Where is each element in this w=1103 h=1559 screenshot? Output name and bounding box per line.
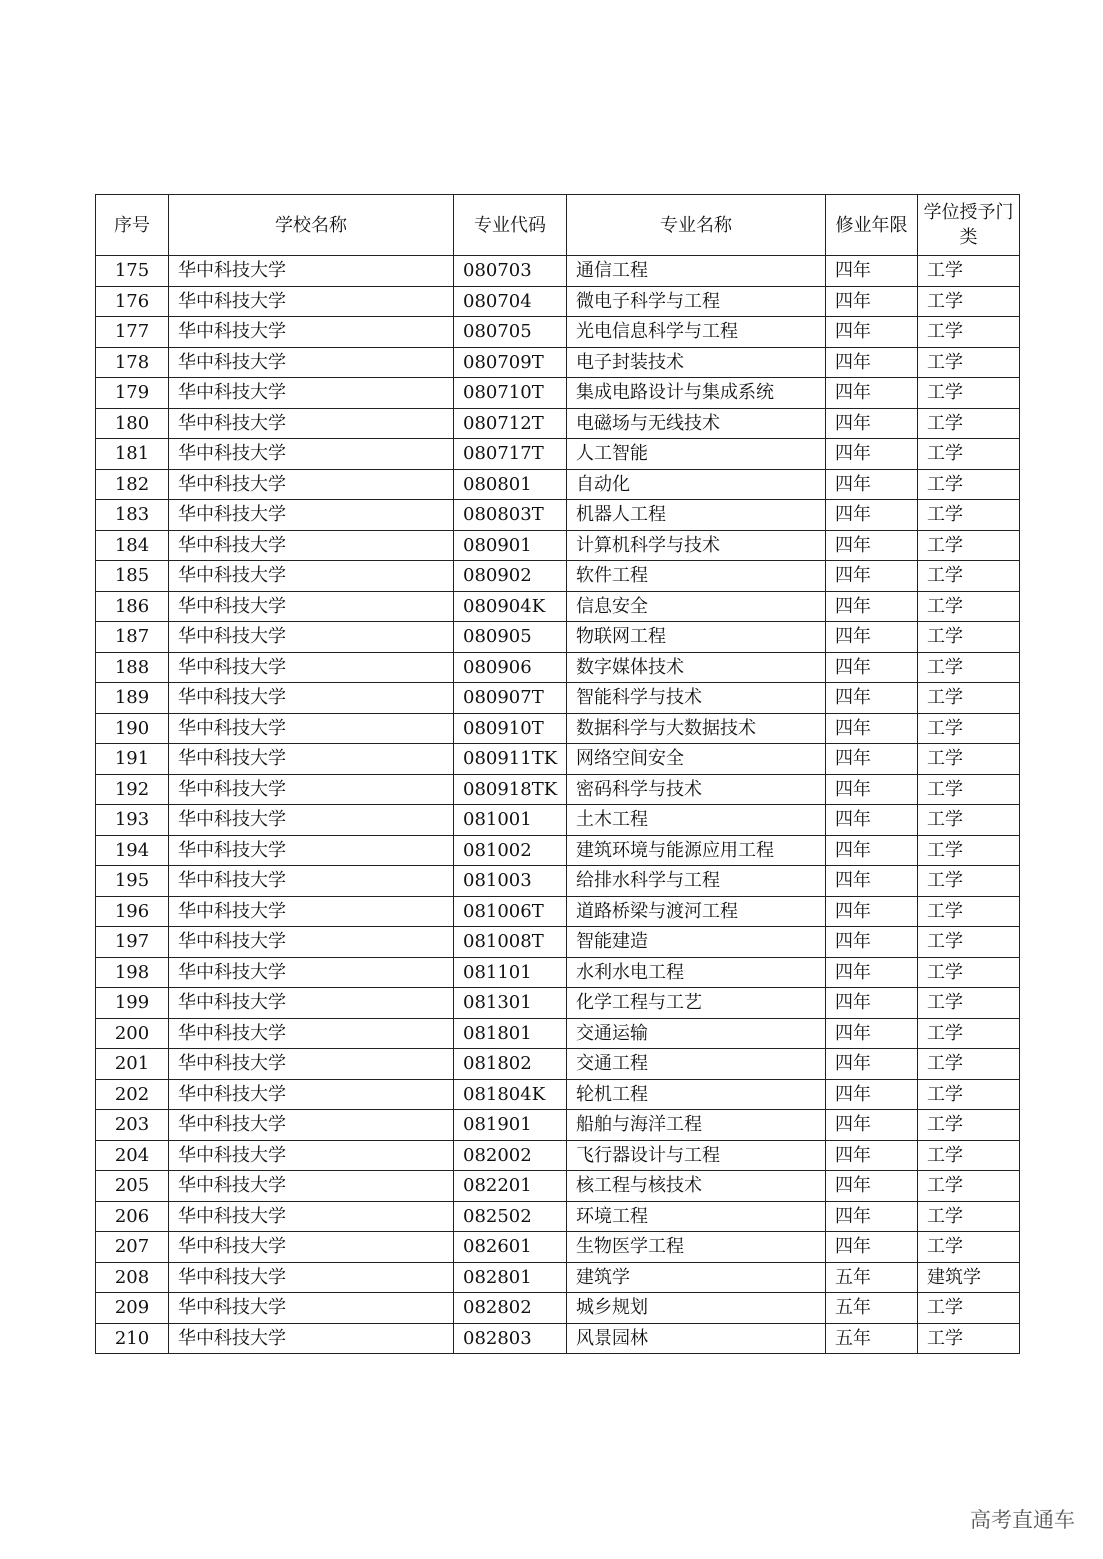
cell-code: 081802 [454,1049,567,1080]
cell-code: 082002 [454,1140,567,1171]
cell-code: 081801 [454,1018,567,1049]
cell-seq: 196 [96,896,169,927]
table-row [96,1049,1020,1080]
cell-seq: 177 [96,317,169,348]
header-major: 专业名称 [567,195,826,256]
table-row [96,622,1020,653]
cell-major: 建筑环境与能源应用工程 [567,835,826,866]
cell-code: 080703 [454,256,567,287]
cell-code: 081101 [454,957,567,988]
cell-school: 华中科技大学 [169,1018,454,1049]
cell-code: 080904K [454,591,567,622]
table-row [96,530,1020,561]
cell-school: 华中科技大学 [169,683,454,714]
cell-duration: 四年 [826,561,918,592]
cell-duration: 四年 [826,347,918,378]
cell-major: 网络空间安全 [567,744,826,775]
cell-code: 080905 [454,622,567,653]
cell-school: 华中科技大学 [169,530,454,561]
cell-major: 飞行器设计与工程 [567,1140,826,1171]
cell-seq: 202 [96,1079,169,1110]
cell-degree: 工学 [918,1079,1020,1110]
table-row [96,561,1020,592]
cell-major: 数据科学与大数据技术 [567,713,826,744]
cell-seq: 206 [96,1201,169,1232]
table-row [96,744,1020,775]
cell-seq: 209 [96,1293,169,1324]
cell-duration: 四年 [826,835,918,866]
table-row [96,1140,1020,1171]
table-row [96,927,1020,958]
cell-duration: 四年 [826,866,918,897]
cell-code: 080911TK [454,744,567,775]
cell-seq: 201 [96,1049,169,1080]
cell-school: 华中科技大学 [169,957,454,988]
cell-duration: 四年 [826,591,918,622]
cell-seq: 184 [96,530,169,561]
cell-code: 080910T [454,713,567,744]
cell-school: 华中科技大学 [169,1201,454,1232]
cell-seq: 200 [96,1018,169,1049]
cell-seq: 176 [96,286,169,317]
cell-degree: 工学 [918,652,1020,683]
cell-school: 华中科技大学 [169,1293,454,1324]
cell-major: 土木工程 [567,805,826,836]
cell-code: 081003 [454,866,567,897]
cell-duration: 四年 [826,774,918,805]
cell-degree: 工学 [918,1232,1020,1263]
cell-degree: 工学 [918,774,1020,805]
cell-school: 华中科技大学 [169,1232,454,1263]
cell-seq: 191 [96,744,169,775]
cell-school: 华中科技大学 [169,1262,454,1293]
cell-code: 080712T [454,408,567,439]
cell-major: 智能建造 [567,927,826,958]
cell-school: 华中科技大学 [169,835,454,866]
cell-code: 082601 [454,1232,567,1263]
cell-degree: 建筑学 [918,1262,1020,1293]
cell-duration: 四年 [826,957,918,988]
cell-school: 华中科技大学 [169,805,454,836]
cell-code: 080918TK [454,774,567,805]
cell-degree: 工学 [918,1049,1020,1080]
cell-seq: 181 [96,439,169,470]
cell-major: 道路桥梁与渡河工程 [567,896,826,927]
cell-school: 华中科技大学 [169,591,454,622]
cell-school: 华中科技大学 [169,1079,454,1110]
table-row [96,1232,1020,1263]
table-row [96,408,1020,439]
cell-degree: 工学 [918,530,1020,561]
majors-table [95,194,1020,1354]
table-row [96,1018,1020,1049]
cell-school: 华中科技大学 [169,1140,454,1171]
cell-major: 轮机工程 [567,1079,826,1110]
cell-code: 082801 [454,1262,567,1293]
cell-seq: 187 [96,622,169,653]
cell-duration: 四年 [826,1049,918,1080]
cell-duration: 四年 [826,256,918,287]
cell-school: 华中科技大学 [169,408,454,439]
cell-school: 华中科技大学 [169,927,454,958]
table-row [96,957,1020,988]
cell-degree: 工学 [918,286,1020,317]
cell-code: 080901 [454,530,567,561]
cell-degree: 工学 [918,408,1020,439]
cell-school: 华中科技大学 [169,561,454,592]
cell-degree: 工学 [918,1018,1020,1049]
cell-duration: 五年 [826,1262,918,1293]
header-duration: 修业年限 [826,195,918,256]
cell-major: 船舶与海洋工程 [567,1110,826,1141]
cell-school: 华中科技大学 [169,652,454,683]
cell-major: 数字媒体技术 [567,652,826,683]
header-seq: 序号 [96,195,169,256]
cell-degree: 工学 [918,835,1020,866]
cell-major: 自动化 [567,469,826,500]
cell-code: 081008T [454,927,567,958]
cell-code: 081804K [454,1079,567,1110]
cell-degree: 工学 [918,1201,1020,1232]
cell-major: 化学工程与工艺 [567,988,826,1019]
cell-school: 华中科技大学 [169,469,454,500]
cell-degree: 工学 [918,1323,1020,1354]
cell-seq: 203 [96,1110,169,1141]
cell-seq: 175 [96,256,169,287]
cell-duration: 四年 [826,1201,918,1232]
table-row [96,500,1020,531]
cell-seq: 205 [96,1171,169,1202]
cell-degree: 工学 [918,561,1020,592]
cell-code: 081301 [454,988,567,1019]
cell-degree: 工学 [918,805,1020,836]
table-row [96,1262,1020,1293]
table-row [96,1171,1020,1202]
cell-duration: 四年 [826,378,918,409]
table-row [96,713,1020,744]
cell-major: 交通运输 [567,1018,826,1049]
cell-duration: 四年 [826,408,918,439]
cell-degree: 工学 [918,927,1020,958]
cell-school: 华中科技大学 [169,439,454,470]
cell-duration: 四年 [826,896,918,927]
cell-school: 华中科技大学 [169,744,454,775]
table-row [96,896,1020,927]
cell-seq: 204 [96,1140,169,1171]
cell-duration: 四年 [826,439,918,470]
cell-seq: 194 [96,835,169,866]
cell-degree: 工学 [918,1110,1020,1141]
cell-school: 华中科技大学 [169,1171,454,1202]
cell-code: 080801 [454,469,567,500]
cell-degree: 工学 [918,988,1020,1019]
header-code: 专业代码 [454,195,567,256]
cell-major: 生物医学工程 [567,1232,826,1263]
cell-major: 计算机科学与技术 [567,530,826,561]
cell-seq: 185 [96,561,169,592]
cell-major: 机器人工程 [567,500,826,531]
cell-duration: 五年 [826,1323,918,1354]
cell-school: 华中科技大学 [169,1110,454,1141]
cell-major: 核工程与核技术 [567,1171,826,1202]
cell-duration: 四年 [826,1018,918,1049]
cell-duration: 四年 [826,927,918,958]
cell-code: 080803T [454,500,567,531]
cell-code: 080705 [454,317,567,348]
cell-degree: 工学 [918,500,1020,531]
cell-degree: 工学 [918,1140,1020,1171]
cell-seq: 190 [96,713,169,744]
cell-duration: 四年 [826,683,918,714]
cell-code: 080709T [454,347,567,378]
cell-degree: 工学 [918,378,1020,409]
cell-duration: 四年 [826,469,918,500]
cell-school: 华中科技大学 [169,317,454,348]
cell-duration: 四年 [826,500,918,531]
cell-major: 水利水电工程 [567,957,826,988]
table-body [96,256,1020,1354]
cell-seq: 193 [96,805,169,836]
table-row [96,469,1020,500]
cell-major: 微电子科学与工程 [567,286,826,317]
header-school: 学校名称 [169,195,454,256]
table-row [96,1110,1020,1141]
cell-school: 华中科技大学 [169,896,454,927]
cell-degree: 工学 [918,317,1020,348]
cell-code: 081002 [454,835,567,866]
table-row [96,1293,1020,1324]
cell-code: 080902 [454,561,567,592]
table-row [96,317,1020,348]
cell-degree: 工学 [918,866,1020,897]
cell-seq: 178 [96,347,169,378]
cell-code: 080704 [454,286,567,317]
cell-duration: 四年 [826,1232,918,1263]
cell-degree: 工学 [918,957,1020,988]
cell-duration: 四年 [826,1140,918,1171]
cell-code: 080907T [454,683,567,714]
cell-duration: 四年 [826,1171,918,1202]
table-row [96,774,1020,805]
cell-seq: 179 [96,378,169,409]
cell-degree: 工学 [918,256,1020,287]
cell-seq: 192 [96,774,169,805]
table-row [96,1323,1020,1354]
cell-code: 081001 [454,805,567,836]
cell-duration: 四年 [826,713,918,744]
cell-code: 081901 [454,1110,567,1141]
table-row [96,378,1020,409]
cell-school: 华中科技大学 [169,500,454,531]
table-row [96,805,1020,836]
cell-seq: 195 [96,866,169,897]
cell-code: 082502 [454,1201,567,1232]
cell-seq: 198 [96,957,169,988]
cell-major: 城乡规划 [567,1293,826,1324]
cell-school: 华中科技大学 [169,866,454,897]
table-row [96,591,1020,622]
cell-seq: 208 [96,1262,169,1293]
table-row [96,866,1020,897]
cell-degree: 工学 [918,469,1020,500]
cell-duration: 五年 [826,1293,918,1324]
table-row [96,652,1020,683]
cell-seq: 197 [96,927,169,958]
cell-duration: 四年 [826,805,918,836]
table-row [96,1201,1020,1232]
cell-duration: 四年 [826,530,918,561]
watermark: 高考直通车 [970,1508,1075,1532]
cell-school: 华中科技大学 [169,988,454,1019]
table-row [96,835,1020,866]
cell-code: 082803 [454,1323,567,1354]
cell-school: 华中科技大学 [169,774,454,805]
cell-degree: 工学 [918,439,1020,470]
cell-seq: 199 [96,988,169,1019]
cell-school: 华中科技大学 [169,622,454,653]
cell-seq: 207 [96,1232,169,1263]
cell-code: 082201 [454,1171,567,1202]
cell-seq: 183 [96,500,169,531]
cell-major: 软件工程 [567,561,826,592]
cell-major: 密码科学与技术 [567,774,826,805]
cell-duration: 四年 [826,652,918,683]
cell-duration: 四年 [826,744,918,775]
cell-major: 电磁场与无线技术 [567,408,826,439]
cell-degree: 工学 [918,744,1020,775]
cell-school: 华中科技大学 [169,1323,454,1354]
cell-major: 给排水科学与工程 [567,866,826,897]
cell-school: 华中科技大学 [169,286,454,317]
cell-seq: 210 [96,1323,169,1354]
cell-degree: 工学 [918,591,1020,622]
cell-major: 集成电路设计与集成系统 [567,378,826,409]
cell-duration: 四年 [826,1079,918,1110]
cell-major: 建筑学 [567,1262,826,1293]
cell-degree: 工学 [918,1171,1020,1202]
cell-major: 人工智能 [567,439,826,470]
cell-degree: 工学 [918,1293,1020,1324]
cell-seq: 182 [96,469,169,500]
cell-duration: 四年 [826,1110,918,1141]
cell-major: 通信工程 [567,256,826,287]
cell-code: 080717T [454,439,567,470]
header-degree: 学位授予门类 [918,195,1020,256]
table-row [96,286,1020,317]
cell-seq: 189 [96,683,169,714]
cell-duration: 四年 [826,317,918,348]
table-header [96,195,1020,256]
table-row [96,683,1020,714]
cell-school: 华中科技大学 [169,713,454,744]
table-row [96,347,1020,378]
table-row [96,988,1020,1019]
cell-seq: 180 [96,408,169,439]
cell-seq: 188 [96,652,169,683]
cell-degree: 工学 [918,622,1020,653]
cell-code: 081006T [454,896,567,927]
header-row [96,195,1020,256]
cell-duration: 四年 [826,622,918,653]
cell-code: 080710T [454,378,567,409]
cell-degree: 工学 [918,683,1020,714]
table-row [96,439,1020,470]
cell-major: 环境工程 [567,1201,826,1232]
cell-seq: 186 [96,591,169,622]
cell-degree: 工学 [918,347,1020,378]
cell-major: 物联网工程 [567,622,826,653]
cell-major: 智能科学与技术 [567,683,826,714]
cell-major: 光电信息科学与工程 [567,317,826,348]
cell-code: 080906 [454,652,567,683]
cell-school: 华中科技大学 [169,1049,454,1080]
table-row [96,1079,1020,1110]
cell-major: 电子封装技术 [567,347,826,378]
cell-degree: 工学 [918,896,1020,927]
cell-duration: 四年 [826,286,918,317]
cell-duration: 四年 [826,988,918,1019]
cell-school: 华中科技大学 [169,256,454,287]
cell-major: 信息安全 [567,591,826,622]
cell-school: 华中科技大学 [169,347,454,378]
cell-code: 082802 [454,1293,567,1324]
cell-school: 华中科技大学 [169,378,454,409]
cell-major: 风景园林 [567,1323,826,1354]
cell-major: 交通工程 [567,1049,826,1080]
table-row [96,256,1020,287]
cell-degree: 工学 [918,713,1020,744]
